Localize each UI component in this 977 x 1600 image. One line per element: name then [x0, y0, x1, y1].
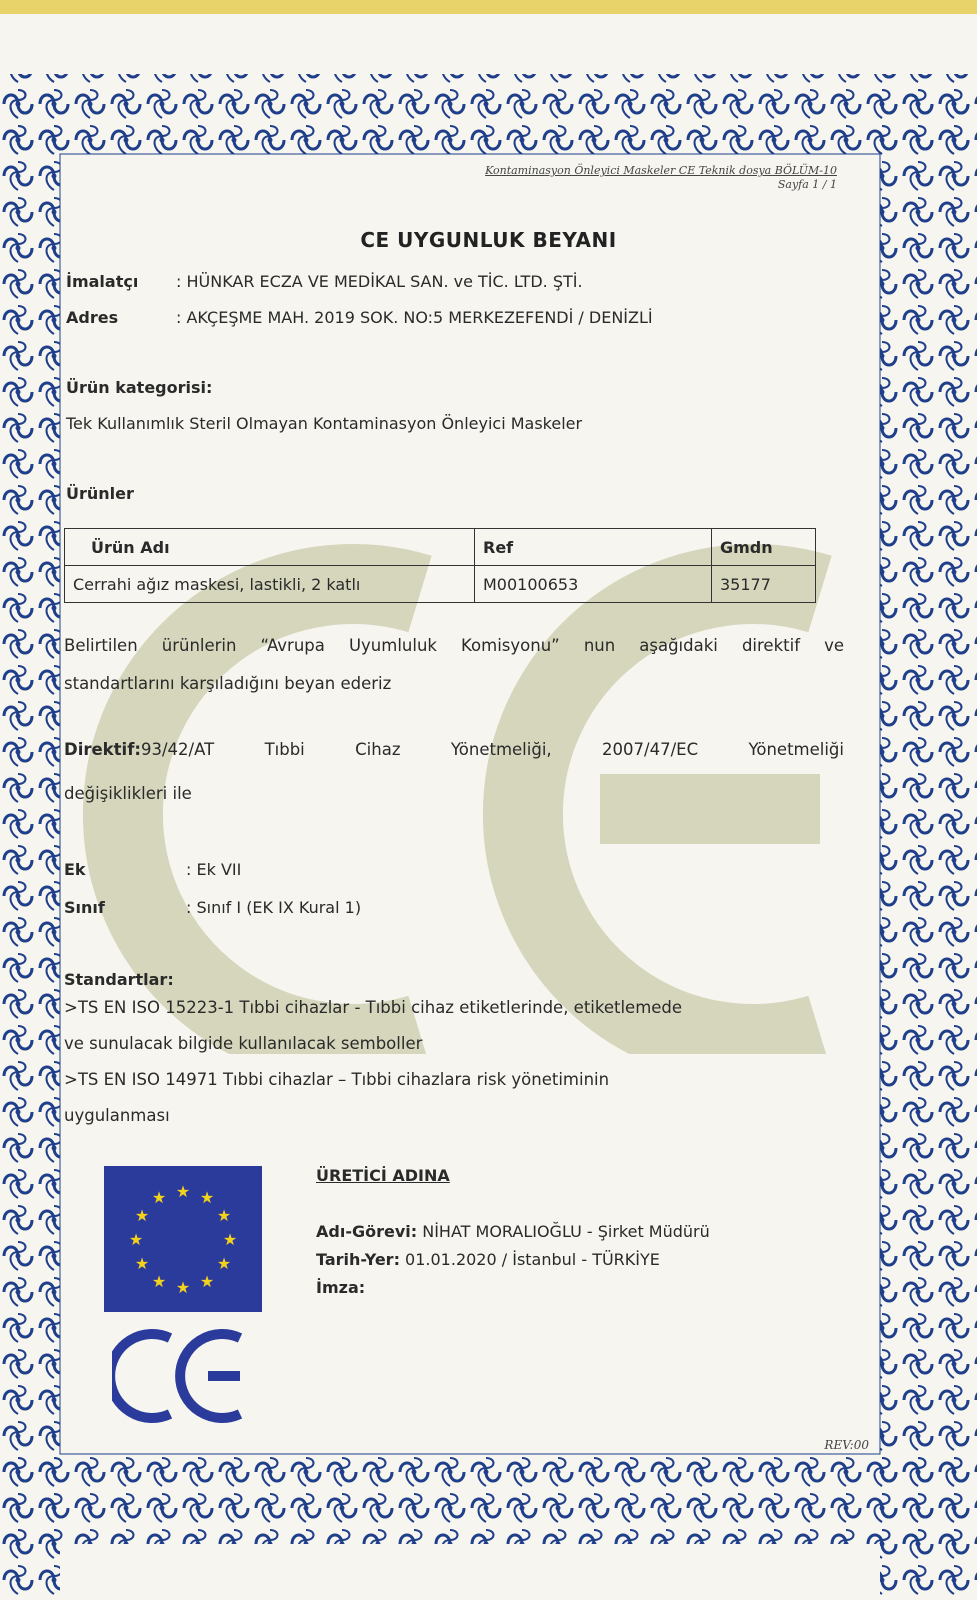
- directive-value: 93/42/AT Tıbbi Cihaz Yönetmeliği, 2007/47/EC Yönetmeliği: [140, 740, 844, 759]
- svg-text:★: ★: [134, 1206, 150, 1225]
- table-cell: M00100653: [475, 566, 712, 603]
- table-row: [65, 566, 816, 603]
- svg-text:★: ★: [216, 1254, 232, 1273]
- signature-date-label: Tarih-Yer:: [316, 1250, 400, 1269]
- signature-name-label: Adı-Görevi:: [316, 1222, 418, 1241]
- manufacturer-label: İmalatçı: [66, 272, 139, 291]
- declaration-line2: standartlarını karşıladığını beyan ederiz: [64, 674, 392, 693]
- declaration-line1: Belirtilen ürünlerin “Avrupa Uyumluluk Komisyonu” nun aşağıdaki direktif ve: [64, 636, 844, 655]
- address-value: : AKÇEŞME MAH. 2019 SOK. NO:5 MERKEZEFENDİ / DENİZLİ: [176, 308, 653, 327]
- svg-text:★: ★: [151, 1188, 167, 1207]
- class-value: : Sınıf I (EK IX Kural 1): [186, 898, 362, 917]
- standards-label: Standartlar:: [64, 970, 174, 989]
- table-cell: 35177: [712, 566, 816, 603]
- standard-line: uygulanması: [64, 1106, 170, 1125]
- ce-mark-icon: [112, 1326, 252, 1426]
- svg-text:★: ★: [151, 1272, 167, 1291]
- svg-text:★: ★: [134, 1254, 150, 1273]
- document-sheet: [0, 14, 977, 1600]
- standard-line: >TS EN ISO 14971 Tıbbi cihazlar – Tıbbi cihazlara risk yönetiminin: [64, 1070, 610, 1089]
- class-label: Sınıf: [64, 898, 105, 917]
- eu-flag-icon: [104, 1166, 262, 1312]
- svg-text:★: ★: [199, 1188, 215, 1207]
- page-title: CE UYGUNLUK BEYANI: [360, 228, 617, 252]
- products-table: [64, 528, 816, 603]
- table-header-cell: Ref: [475, 529, 712, 566]
- svg-text:★: ★: [175, 1278, 191, 1297]
- revision-label: REV:00: [824, 1438, 869, 1452]
- svg-text:★: ★: [128, 1230, 144, 1249]
- header-document-ref: Kontaminasyon Önleyici Maskeler CE Teknik dosya BÖLÜM-10: [485, 164, 837, 177]
- svg-text:★: ★: [216, 1206, 232, 1225]
- signature-date-line: [316, 1250, 660, 1269]
- standard-line: ve sunulacak bilgide kullanılacak semboller: [64, 1034, 423, 1053]
- standards-list: [64, 990, 844, 1134]
- table-header-row: [65, 529, 816, 566]
- svg-text:★: ★: [175, 1182, 191, 1201]
- manufacturer-value: : HÜNKAR ECZA VE MEDİKAL SAN. ve TİC. LTD. ŞTİ.: [176, 272, 583, 291]
- svg-text:★: ★: [222, 1230, 238, 1249]
- signature-name-line: [316, 1222, 710, 1241]
- annex-value: : Ek VII: [186, 860, 242, 879]
- signature-date-value: 01.01.2020 / İstanbul - TÜRKİYE: [399, 1250, 660, 1269]
- table-cell: Cerrahi ağız maskesi, lastikli, 2 katlı: [65, 566, 475, 603]
- address-label: Adres: [66, 308, 119, 327]
- category-label: Ürün kategorisi:: [66, 378, 213, 397]
- annex-label: Ek: [64, 860, 86, 879]
- products-label: Ürünler: [66, 484, 134, 503]
- directive-line2: değişiklikleri ile: [64, 784, 192, 803]
- table-header-cell: Gmdn: [712, 529, 816, 566]
- ce-watermark: [80, 534, 840, 1054]
- directive-line1: [64, 732, 844, 768]
- table-header-cell: Ürün Adı: [65, 529, 475, 566]
- directive-label: Direktif:: [64, 740, 141, 759]
- signature-heading: ÜRETİCİ ADINA: [316, 1166, 450, 1185]
- standard-line: >TS EN ISO 15223-1 Tıbbi cihazlar - Tıbbi cihaz etiketlerinde, etiketlemede: [64, 998, 683, 1017]
- header-page-number: Sayfa 1 / 1: [777, 178, 837, 191]
- signature-name-value: NİHAT MORALIOĞLU - Şirket Müdürü: [417, 1222, 710, 1241]
- signature-sign-label: İmza:: [316, 1278, 366, 1297]
- category-value: Tek Kullanımlık Steril Olmayan Kontaminasyon Önleyici Maskeler: [66, 414, 583, 433]
- svg-text:★: ★: [199, 1272, 215, 1291]
